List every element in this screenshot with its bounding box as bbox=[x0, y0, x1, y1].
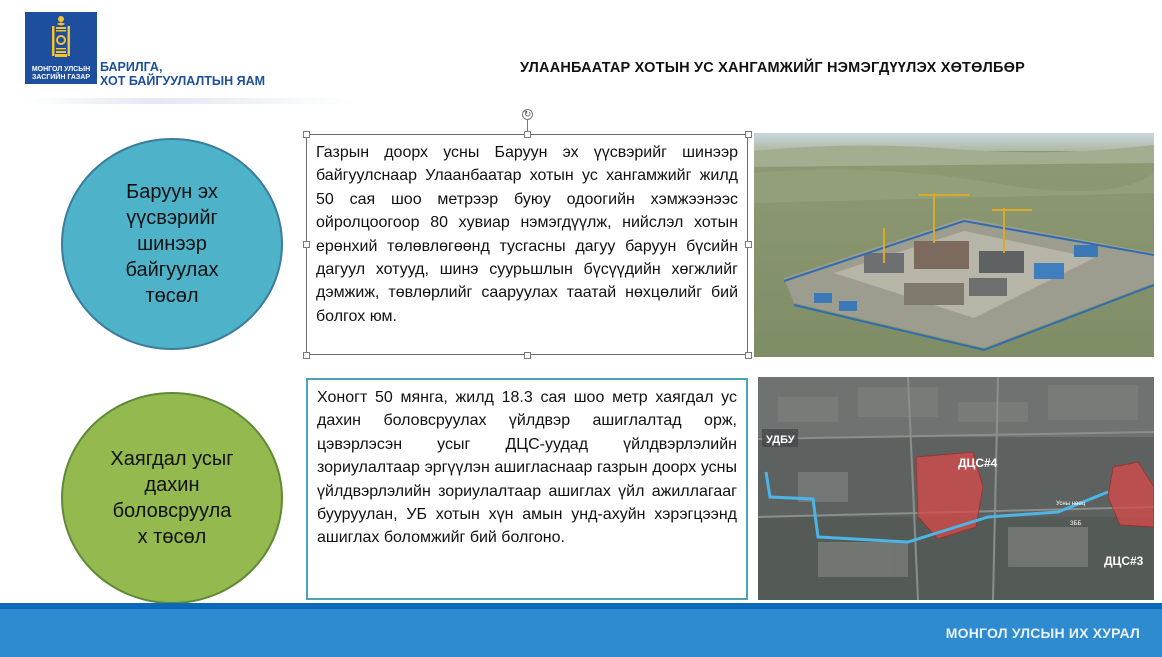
map-label-dcs3: ДЦС#3 bbox=[1104, 554, 1144, 568]
project-1-name-line: Баруун эх bbox=[126, 181, 218, 203]
project-1-description: Газрын доорх усны Баруун эх үүсвэрийг шинээр байгуулснаар Улаанбаатар хотын ус хангамжийг жилд 50 сая шоо метрээр буюу одоогийн хэмжээнээс ойролцоогоор 80 хувиар нэмэгдүүлж, нийслэл хотын ерөнхий төлөвлөгөөнд тусгасны дагуу баруун бүсийн дагуул хотууд, шинэ суурьшлын бүсүүдийн хөгжлийг дэмжиж, төвлөрлийг сааруулах таатай нөхцөлийг бий болгох юм. bbox=[316, 144, 738, 325]
project-1-name-line: үүсвэрийг bbox=[126, 207, 218, 229]
logo-caption bbox=[25, 66, 97, 82]
project-2-name-line: Хаягдал усыг bbox=[110, 448, 234, 470]
satellite-map-photo bbox=[758, 377, 1154, 600]
resize-handle-e[interactable] bbox=[745, 241, 752, 248]
project-2-name-line: дахин bbox=[144, 474, 200, 496]
ministry-name bbox=[100, 60, 265, 88]
logo-caption-line: ЗАСГИЙН ГАЗАР bbox=[31, 74, 91, 81]
government-logo bbox=[25, 12, 97, 84]
rotate-handle-icon[interactable]: ↻ bbox=[523, 109, 532, 119]
map-label-zbb: ЗББ bbox=[1070, 521, 1082, 527]
project-1-name-line: байгуулах bbox=[125, 259, 219, 281]
ministry-line: ХОТ БАЙГУУЛАЛТЫН ЯАМ bbox=[100, 74, 266, 88]
footer-bar bbox=[0, 609, 1162, 657]
project-1-description-box[interactable] bbox=[306, 134, 748, 355]
project-1-name-line: төсөл bbox=[145, 285, 199, 307]
ministry-line: БАРИЛГА, bbox=[100, 60, 163, 74]
slide-title: УЛААНБААТАР ХОТЫН УС ХАНГАМЖИЙГ НЭМЭГДҮҮЛЭХ ХӨТӨЛБӨР bbox=[520, 60, 1025, 76]
resize-handle-n[interactable] bbox=[524, 131, 531, 138]
project-2-description-box[interactable] bbox=[306, 378, 748, 600]
project-2-description: Хоногт 50 мянга, жилд 18.3 сая шоо метр хаягдал ус дахин боловсруулах үйлдвэр ашиглалтад орж, цэвэрлэсэн усыг ДЦС-уудад үйлдвэрлэлийн зориулалтаар эргүүлэн ашигласнаар газрын доорх усны үйлдвэрлэлийн зориулалтаар ашиглах үйл ажиллагааг бууруулан, УБ хотын хүн амын унд-ахуйн хэрэгцээнд ашиглах боломжийг бий болгоно. bbox=[317, 389, 737, 547]
resize-handle-nw[interactable] bbox=[303, 131, 310, 138]
footer-text: МОНГОЛ УЛСЫН ИХ ХУРАЛ bbox=[945, 625, 1140, 641]
map-label-water: Усны нөөц bbox=[1056, 501, 1086, 507]
logo-caption-line: МОНГОЛ УЛСЫН bbox=[31, 66, 91, 73]
construction-site-photo bbox=[754, 133, 1154, 357]
map-label-dcs4: ДЦС#4 bbox=[958, 456, 998, 470]
project-1-name-line: шинээр bbox=[137, 233, 207, 255]
project-2-ellipse[interactable] bbox=[61, 392, 283, 604]
resize-handle-sw[interactable] bbox=[303, 352, 310, 359]
resize-handle-se[interactable] bbox=[745, 352, 752, 359]
soyombo-emblem-icon bbox=[25, 12, 97, 66]
map-label-udbu: УДБУ bbox=[766, 434, 795, 446]
resize-handle-w[interactable] bbox=[303, 241, 310, 248]
project-1-ellipse[interactable] bbox=[61, 138, 283, 350]
project-2-name-line: х төсөл bbox=[137, 526, 207, 548]
resize-handle-ne[interactable] bbox=[745, 131, 752, 138]
project-2-name-line: боловсруула bbox=[112, 500, 232, 522]
header-divider bbox=[25, 98, 355, 104]
resize-handle-s[interactable] bbox=[524, 352, 531, 359]
